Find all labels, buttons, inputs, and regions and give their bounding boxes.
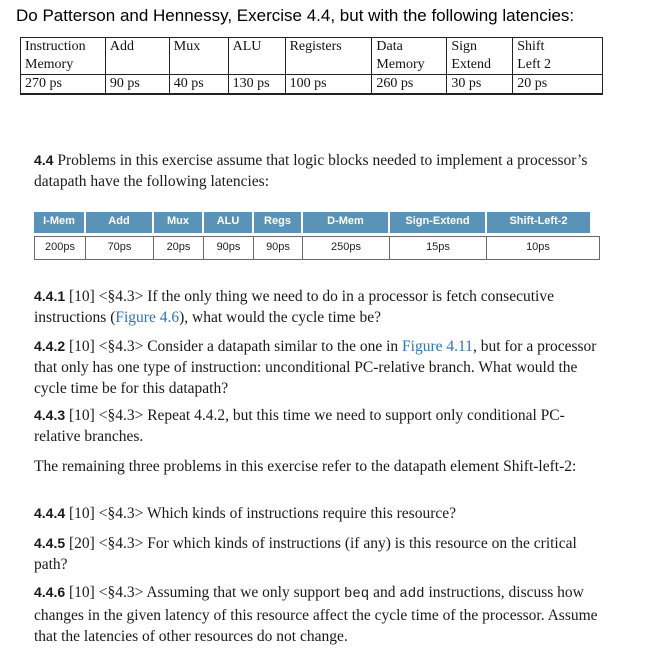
exercise-4-4-5: [34, 533, 600, 575]
latency-table: [20, 37, 603, 95]
book-latency-header-row: [34, 212, 600, 233]
problem-number: 4.4: [34, 152, 54, 168]
latency-table-header-cell: Data Memory: [372, 38, 447, 75]
book-latency-value-cell: 200ps: [35, 237, 86, 259]
book-latency-header-cell: I-Mem: [34, 212, 86, 233]
book-latency-value-cell: 15ps: [390, 237, 487, 259]
latency-table-value-cell: 30 ps: [447, 75, 513, 95]
book-latency-value-cell: 90ps: [254, 237, 303, 259]
problem-intro-text: Problems in this exercise assume that logic blocks needed to implement a processor’s datapath have the following latencies:: [34, 152, 588, 190]
exercise-number: 4.4.3: [34, 407, 66, 423]
exercise-tag: [10] <§4.3>: [69, 338, 144, 355]
book-latency-value-cell: 250ps: [303, 237, 390, 259]
latency-table-header-cell: Instruction Memory: [21, 38, 106, 75]
exercise-4-4-1: [34, 286, 600, 328]
book-latency-value-cell: 90ps: [204, 237, 254, 259]
exercise-4-4-3: [34, 405, 600, 447]
book-latency-header-cell: Sign-Extend: [390, 212, 487, 233]
latency-table-value-row: [21, 75, 603, 95]
problem-intro: [34, 150, 600, 192]
latency-table-header-cell: Mux: [169, 38, 228, 75]
exercise-tag: [10] <§4.3>: [69, 505, 144, 522]
book-latency-value-cell: 20ps: [154, 237, 204, 259]
book-latency-value-cell: 10ps: [526, 241, 550, 253]
exercise-number: 4.4.2: [34, 338, 66, 354]
book-latency-value-row: [34, 236, 600, 260]
latency-table-value-cell: 90 ps: [105, 75, 169, 95]
exercise-4-4-4: [34, 503, 600, 524]
latency-table-header-row: [21, 38, 603, 75]
exercise-number: 4.4.6: [34, 584, 66, 600]
latency-table-value-cell: 20 ps: [513, 75, 603, 95]
latency-table-header-cell: Registers: [285, 38, 372, 75]
exercise-text: Consider a datapath similar to the one in: [147, 338, 399, 355]
code-beq: beq: [343, 586, 370, 602]
latency-table-header-cell: Add: [105, 38, 169, 75]
exercise-tag: [10] <§4.3>: [69, 288, 144, 305]
latency-table-header-cell: ALU: [228, 38, 285, 75]
book-latency-header-cell: D-Mem: [303, 212, 390, 233]
exercise-text: ), what would the cycle time be?: [179, 309, 381, 326]
exercise-text: If the only thing we need to do in a processor is fetch consecutive instructions (: [34, 288, 554, 326]
exercise-text: For which kinds of instructions (if any) is this resource on the critical path?: [34, 535, 577, 573]
latency-table-value-cell: 130 ps: [228, 75, 285, 95]
shift-left-note: The remaining three problems in this exercise refer to the datapath element Shift-left-2:: [34, 458, 577, 475]
book-latency-header-cell: Regs: [254, 212, 303, 233]
exercise-text: and: [373, 584, 396, 601]
code-add: add: [399, 586, 425, 602]
exercise-number: 4.4.5: [34, 535, 66, 551]
latency-table-value-cell: 100 ps: [285, 75, 372, 95]
book-latency-header-cell: Shift-Left-2: [487, 212, 590, 233]
book-latency-header-cell: Add: [86, 212, 154, 233]
figure-link[interactable]: Figure 4.6: [115, 309, 180, 326]
book-latency-value-cell: 70ps: [86, 237, 154, 259]
latency-table-value-cell: 270 ps: [21, 75, 106, 95]
page-heading: Do Patterson and Hennessy, Exercise 4.4, but with the following latencies:: [16, 6, 575, 25]
exercise-number: 4.4.4: [34, 505, 66, 521]
latency-table-header-cell: Shift Left 2: [513, 38, 603, 75]
exercise-tag: [10] <§4.3>: [69, 407, 144, 424]
book-latency-header-cell: Mux: [154, 212, 204, 233]
exercise-text: Repeat 4.4.2, but this time we need to support only conditional PC-relative branches.: [34, 407, 565, 445]
exercise-number: 4.4.1: [34, 288, 66, 304]
exercise-4-4-2: [34, 336, 600, 399]
latency-table-header-cell: Sign Extend: [447, 38, 513, 75]
exercise-text: Assuming that we only support: [146, 584, 341, 601]
latency-table-value-cell: 260 ps: [372, 75, 447, 95]
exercise-tag: [10] <§4.3>: [69, 584, 144, 601]
exercise-4-4-6: [34, 582, 600, 647]
exercise-text: , but for a processor that only has one type of instruction: unconditional PC-relative branch. What would the cycle time be for this datapath?: [34, 338, 597, 397]
figure-link[interactable]: Figure 4.11: [402, 338, 473, 355]
book-latency-header-cell: ALU: [204, 212, 254, 233]
exercise-text: instructions, discuss how changes in the given latency of this resource affect the cycle time of the processor. Assume that the latencies of other resources do not change.: [34, 584, 598, 645]
latency-table-value-cell: 40 ps: [169, 75, 228, 95]
book-latency-table: [34, 212, 600, 260]
exercise-tag: [20] <§4.3>: [69, 535, 144, 552]
exercise-text: Which kinds of instructions require this resource?: [146, 505, 456, 522]
